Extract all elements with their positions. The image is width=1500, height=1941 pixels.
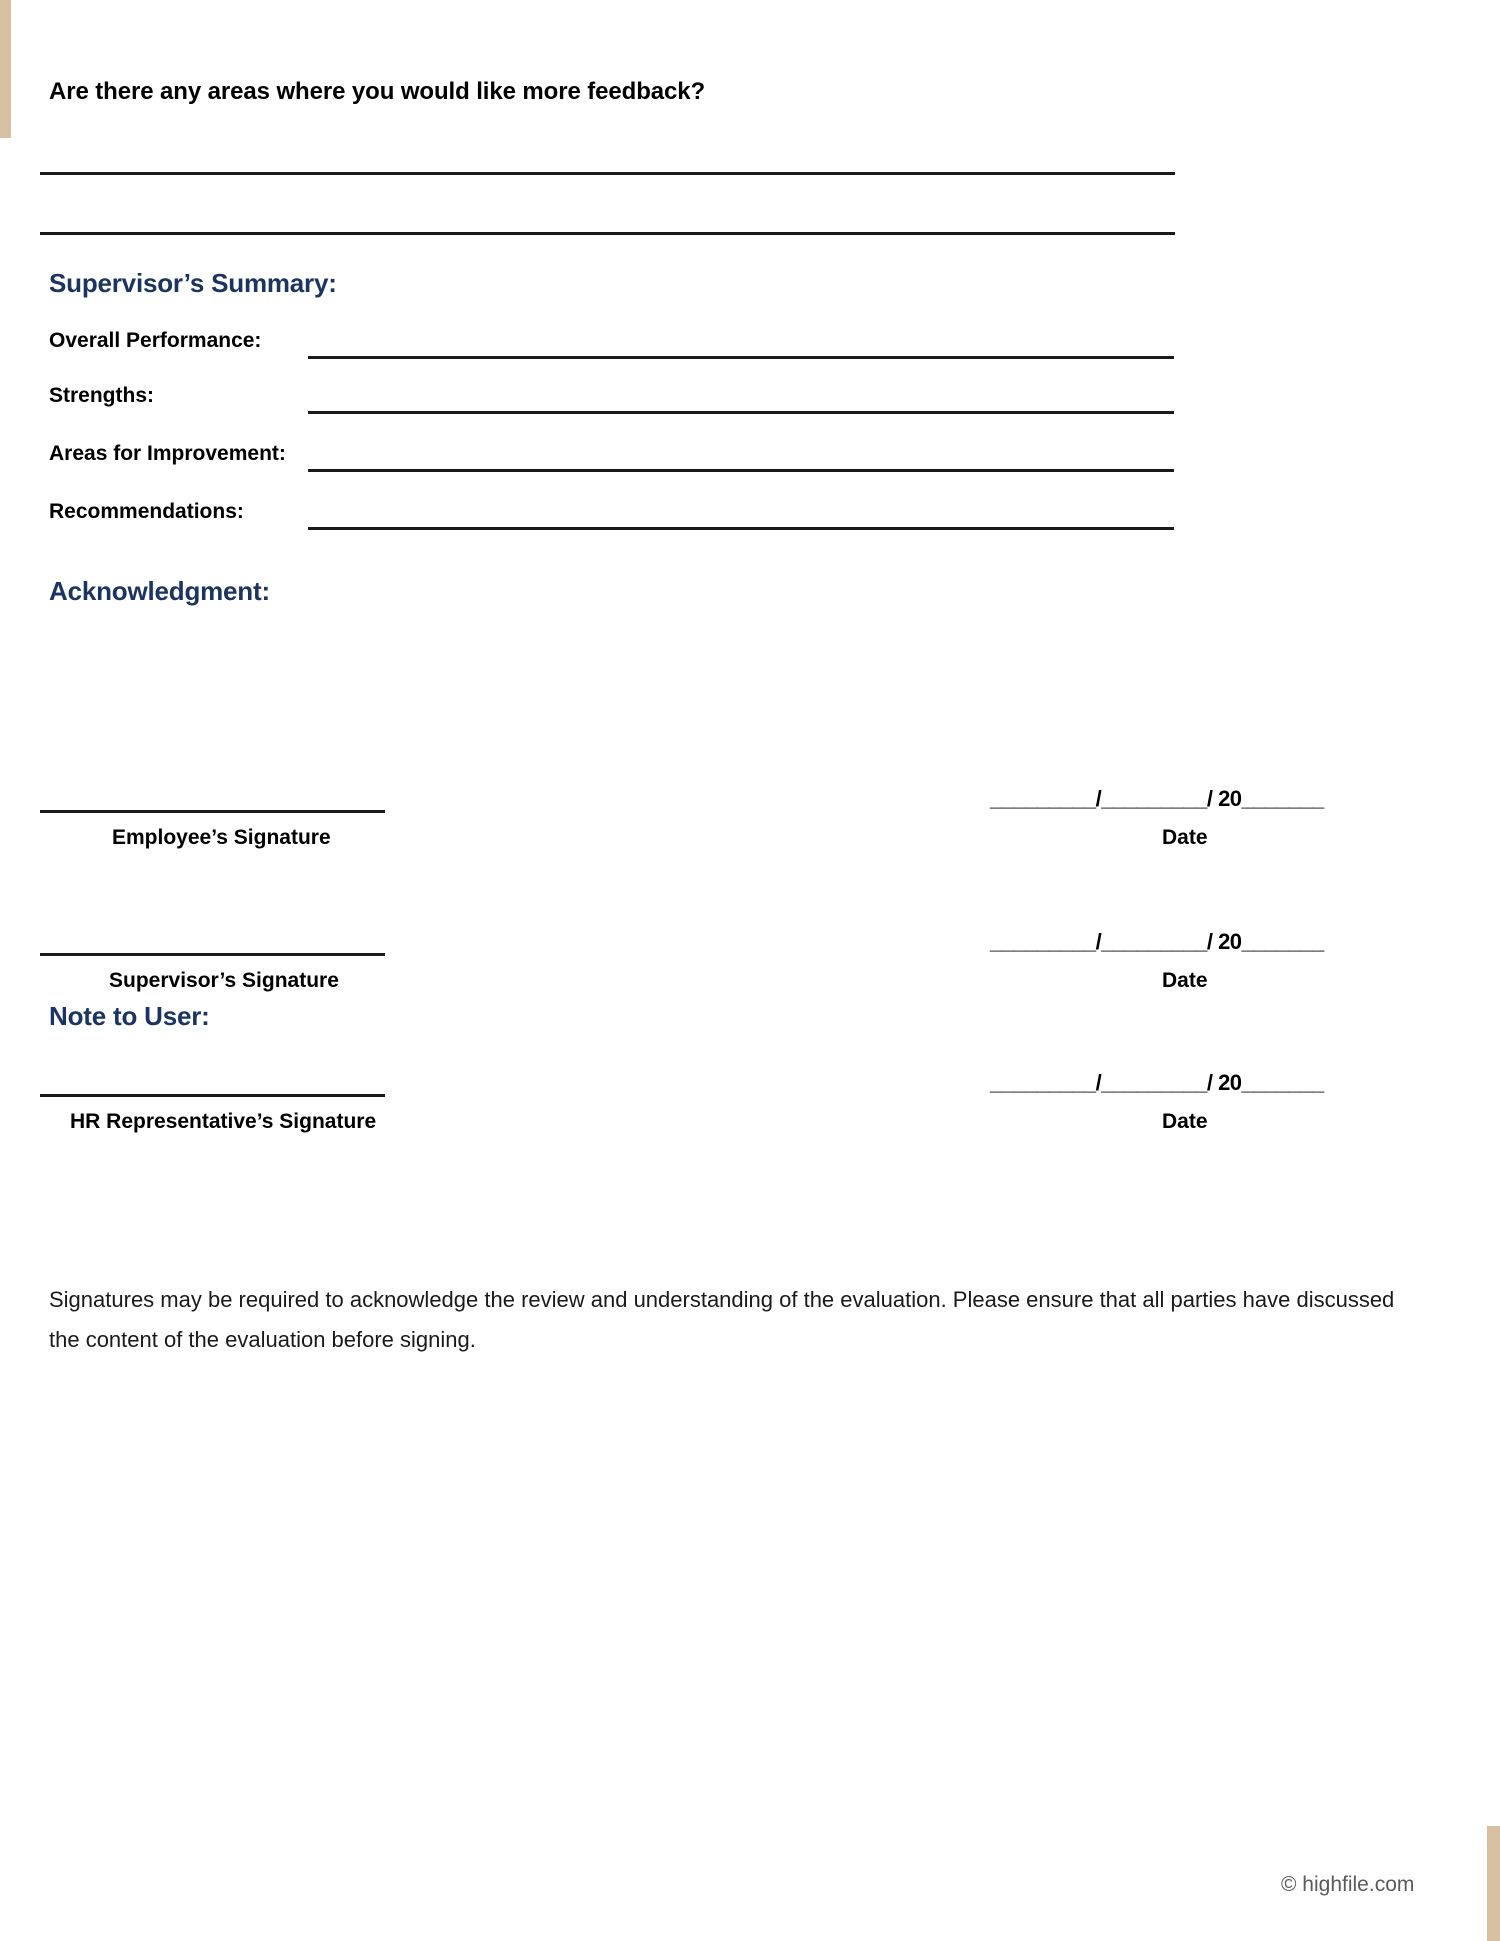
summary-input-recommendations[interactable] xyxy=(308,527,1174,530)
summary-label-areas-for-improvement: Areas for Improvement: xyxy=(49,442,286,465)
summary-input-overall-performance[interactable] xyxy=(308,356,1174,359)
note-to-user-heading: Note to User: xyxy=(49,1001,210,1031)
employee-signature-caption: Employee’s Signature xyxy=(112,826,331,849)
summary-input-areas-for-improvement[interactable] xyxy=(308,469,1174,472)
summary-row-areas-for-improvement xyxy=(49,442,1179,488)
summary-row-recommendations xyxy=(49,500,1179,546)
hr-signature-caption: HR Representative’s Signature xyxy=(70,1110,377,1133)
summary-row-overall-performance xyxy=(49,329,1179,375)
supervisor-summary-heading: Supervisor’s Summary: xyxy=(49,268,337,298)
summary-label-recommendations: Recommendations: xyxy=(49,500,244,523)
supervisor-date-input[interactable]: _________/_________/ 20_______ xyxy=(990,929,1324,954)
right-accent-bar xyxy=(1487,1826,1500,1941)
note-to-user-body: Signatures may be required to acknowledge the review and understanding of the evaluation. Please ensure that all parties have discussed the content of the evaluation before signing. xyxy=(49,1287,1395,1352)
summary-row-strengths xyxy=(49,384,1179,430)
employee-signature-line[interactable] xyxy=(40,810,385,813)
footer-copyright: © highfile.com xyxy=(1281,1873,1415,1896)
hr-date-input[interactable]: _________/_________/ 20_______ xyxy=(990,1070,1324,1095)
left-accent-bar xyxy=(0,0,11,138)
hr-date-caption: Date xyxy=(1162,1110,1208,1133)
feedback-answer-line-1[interactable] xyxy=(40,172,1175,175)
feedback-answer-line-2[interactable] xyxy=(40,232,1175,235)
supervisor-date-caption: Date xyxy=(1162,969,1208,992)
feedback-question: Are there any areas where you would like more feedback? xyxy=(49,78,706,105)
supervisor-signature-caption: Supervisor’s Signature xyxy=(109,969,339,992)
summary-input-strengths[interactable] xyxy=(308,411,1174,414)
employee-date-input[interactable]: _________/_________/ 20_______ xyxy=(990,786,1324,811)
acknowledgment-heading: Acknowledgment: xyxy=(49,576,270,606)
hr-signature-line[interactable] xyxy=(40,1094,385,1097)
employee-date-caption: Date xyxy=(1162,826,1208,849)
summary-label-strengths: Strengths: xyxy=(49,384,154,407)
summary-label-overall-performance: Overall Performance: xyxy=(49,329,262,352)
supervisor-signature-line[interactable] xyxy=(40,953,385,956)
